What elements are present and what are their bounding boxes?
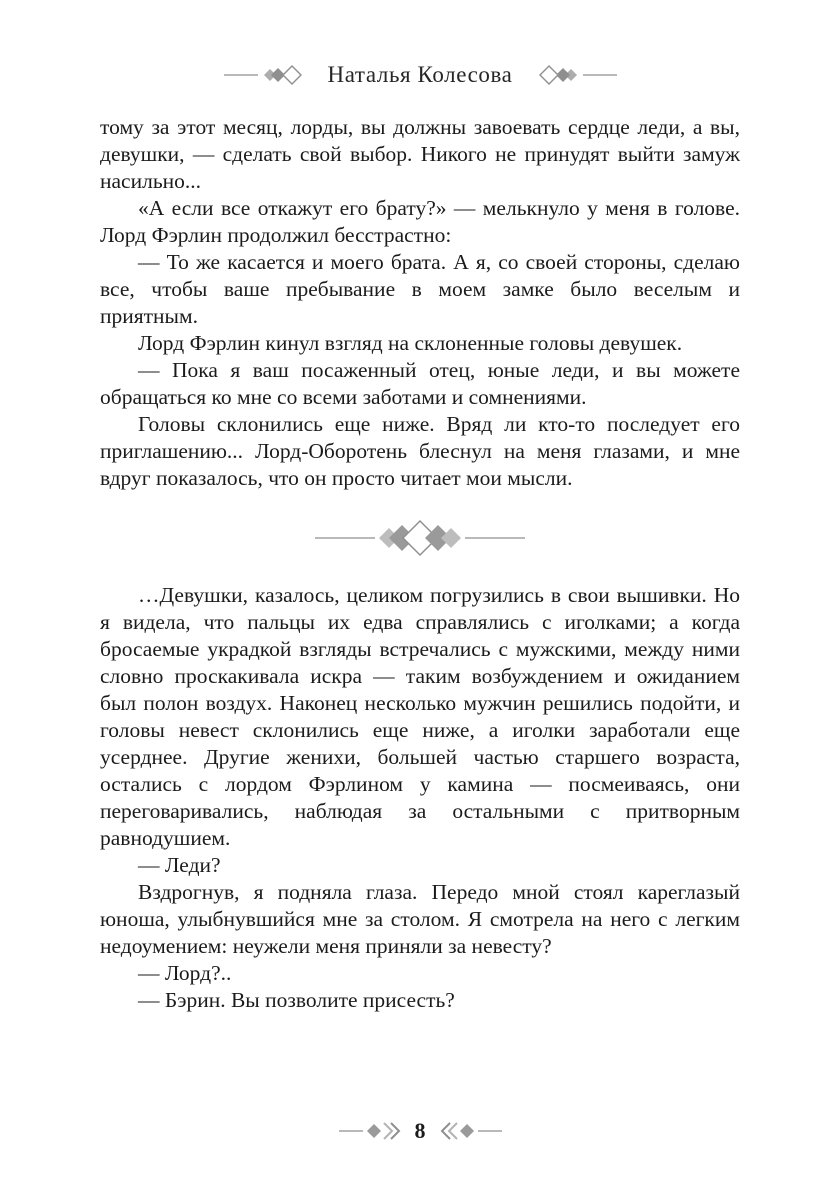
- section-divider-icon: [100, 518, 740, 558]
- paragraph: — Лорд?..: [138, 961, 232, 985]
- paragraph: …Девушки, казалось, целиком погрузились в свои вышивки. Но я видела, что пальцы их едва справлялись с иголками; а когда бросаемые украдкой взгляды встречались с мужскими, между ними словно проскакивала искра — таким возбуждением и ожиданием был полон воздух. Наконец несколько мужчин решились подойти, и головы невест склонились еще ниже, а иголки заработали еще усерднее. Другие женихи, большей частью старшего возраста, остались с лордом Фэрлином у камина — посмеиваясь, они переговаривались, наблюдая за остальными с притворным равнодушием.: [100, 583, 740, 850]
- paragraph: «А если все откажут его брату?» — мелькнуло у меня в голове. Лорд Фэрлин продолжил бесстрастно:: [100, 196, 740, 247]
- paragraph: — Бэрин. Вы позволите присесть?: [138, 988, 455, 1012]
- author-name: Наталья Колесова: [327, 62, 513, 87]
- page-body: [100, 114, 740, 1014]
- header-ornament-right-icon: [529, 64, 617, 86]
- page-number: 8: [414, 1118, 426, 1143]
- paragraph: Головы склонились еще ниже. Вряд ли кто-то последует его приглашению... Лорд-Оборотень блеснул на меня глазами, и мне вдруг показалось, что он просто читает мои мысли.: [100, 412, 740, 490]
- paragraph: Лорд Фэрлин кинул взгляд на склоненные головы девушек.: [138, 331, 683, 355]
- header-ornament-left-icon: [224, 64, 312, 86]
- footer-ornament-left-icon: [339, 1119, 403, 1143]
- footer-ornament-right-icon: [438, 1119, 502, 1143]
- paragraph: — Леди?: [138, 853, 221, 877]
- page-footer: [100, 1118, 740, 1144]
- paragraph: — То же касается и моего брата. А я, со своей стороны, сделаю все, чтобы ваше пребывание в моем замке было веселым и приятным.: [100, 250, 740, 328]
- paragraph: тому за этот месяц, лорды, вы должны завоевать сердце леди, а вы, девушки, — сделать свой выбор. Никого не принудят выйти замуж насильно...: [100, 115, 740, 193]
- page-header: [100, 62, 740, 88]
- paragraph: — Пока я ваш посаженный отец, юные леди, и вы можете обращаться ко мне со всеми заботами и сомнениями.: [100, 358, 740, 409]
- paragraph: Вздрогнув, я подняла глаза. Передо мной стоял кареглазый юноша, улыбнувшийся мне за столом. Я смотрела на него с легким недоумением: неужели меня приняли за невесту?: [100, 880, 740, 958]
